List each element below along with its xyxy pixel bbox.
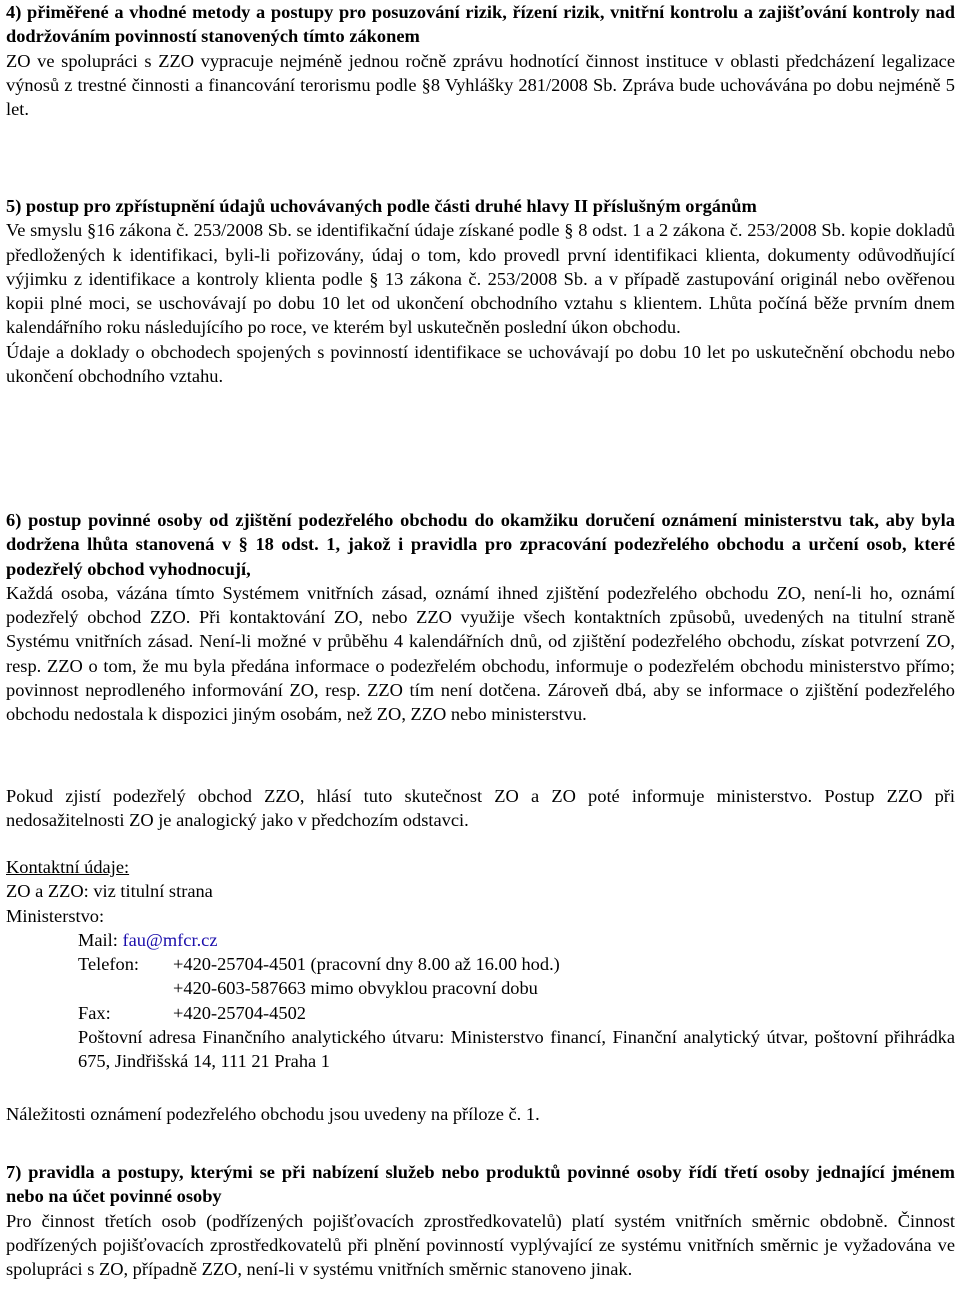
section-5-heading: 5) postup pro zpřístupnění údajů uchovávaných podle části druhé hlavy II příslušným orgánům	[6, 196, 757, 216]
fax-value: +420-25704-4502	[173, 1002, 306, 1023]
section-6	[6, 508, 955, 727]
section-5-body-2: Údaje a doklady o obchodech spojených s povinností identifikace se uchovávají po dobu 10 let po uskutečnění obchodu nebo ukončení obchodního vztahu.	[6, 341, 955, 387]
contacts-zo-line: ZO a ZZO: viz titulní strana	[6, 881, 213, 902]
section-7-heading: 7) pravidla a postupy, kterými se při nabízení služeb nebo produktů povinné osoby řídí třetí osoby jednající jménem nebo na účet povinné osoby	[6, 1162, 955, 1207]
section-6-heading: 6) postup povinné osoby od zjištění podezřelého obchodu do okamžiku doručení oznámení ministerstvu tak, aby byla dodržena lhůta stanovená v § 18 odst. 1, jakož i pravidla pro zpracování podezřelého obchodu a určení osob, které podezřelý obchod vyhodnocují,	[6, 510, 955, 579]
section-6-part-2	[6, 784, 955, 833]
section-5-body-1: Ve smyslu §16 zákona č. 253/2008 Sb. se identifikační údaje získané podle § 8 odst. 1 a 2 zákona č. 253/2008 Sb. kopie dokladů předložených k identifikaci, byli-li pořizovány, údaj o tom, kdo provedl první identifikaci klienta, dokumenty odůvodňující výjimku z identifikace a kontroly klienta podle § 13 zákona č. 253/2008 Sb. a v případě zastupování originál nebo ověřenou kopii plné moci, se uschovávají po dobu 10 let od ukončení obchodního vztahu s klientem. Lhůta počíná běže prvním dnem kalendářního roku následujícího po roce, ve kterém byl uskutečněn poslední úkon obchodu.	[6, 220, 955, 338]
phone-1: +420-25704-4501 (pracovní dny 8.00 až 16.00 hod.)	[173, 954, 560, 975]
postal-address: Poštovní adresa Finančního analytického útvaru: Ministerstvo financí, Finanční analytický útvar, poštovní přihrádka 675, Jindřišská 14, 111 21 Praha 1	[78, 1027, 955, 1072]
section-4-body: ZO ve spolupráci s ZZO vypracuje nejméně jednou ročně zprávu hodnotící činnost instituce v oblasti předcházení legalizace výnosů z trestné činnosti a financování terorismu podle §8 Vyhlášky 281/2008 Sb. Zpráva bude uchovávána po dobu nejméně 5 let.	[6, 50, 955, 120]
contacts	[6, 855, 955, 1074]
attachment-note: Náležitosti oznámení podezřelého obchodu jsou uvedeny na příloze č. 1.	[6, 1104, 540, 1124]
contacts-title: Kontaktní údaje:	[6, 857, 130, 877]
section-6-body-1: Každá osoba, vázána tímto Systémem vnitřních zásad, oznámí ihned zjištění podezřelého obchodu ZO, není-li ho, oznámí podezřelý obchod ZZO. Při kontaktování ZO, nebo ZZO využije všech kontaktních způsobů, uvedených na titulní straně Systému vnitřních zásad. Není-li možné v průběhu 4 kalendářních dnů, od zjištění podezřelého obchodu, získat potvrzení ZO, resp. ZZO o tom, že mu byla předána informace o podezřelém obchodu, informuje o podezřelém obchodu ministerstvo přímo; povinnost neprodleného informování ZO, resp. ZZO tím není dotčena. Zároveň dbá, aby se informace o zjištění podezřelého obchodu nedostala k dispozici jiným osobám, než ZO, ZZO nebo ministerstvu.	[6, 582, 955, 725]
section-4	[6, 0, 955, 121]
section-6-body-2: Pokud zjistí podezřelý obchod ZZO, hlásí tuto skutečnost ZO a ZO poté informuje ministerstvo. Postup ZZO při nedosažitelnosti ZO je analogický jako v předchozím odstavci.	[6, 786, 955, 831]
mail-label: Mail:	[78, 929, 118, 950]
fax-label: Fax:	[78, 1002, 111, 1023]
attachment-note-block	[6, 1102, 955, 1126]
contacts-ministry-details	[6, 928, 955, 1074]
section-7-body: Pro činnost třetích osob (podřízených pojišťovacích zprostředkovatelů) platí systém vnitřních směrnic obdobně. Činnost podřízených pojišťovacích zprostředkovatelů při plnění povinností vyplývající ze systému vnitřních směrnic je vyžadována ve spolupráci s ZO, případně ZZO, není-li v systému vnitřních směrnic stanoveno jinak.	[6, 1210, 955, 1280]
phone-2: +420-603-587663 mimo obvyklou pracovní dobu	[173, 978, 538, 999]
mail-link[interactable]: fau@mfcr.cz	[122, 929, 218, 950]
section-4-heading: 4) přiměřené a vhodné metody a postupy pro posuzování rizik, řízení rizik, vnitřní kontrolu a zajišťování kontroly nad dodržováním povinností stanovených tímto zákonem	[6, 2, 955, 47]
phone-label: Telefon:	[78, 954, 140, 975]
section-7	[6, 1160, 955, 1281]
section-5	[6, 194, 955, 388]
contacts-ministry-label: Ministerstvo:	[6, 905, 105, 926]
